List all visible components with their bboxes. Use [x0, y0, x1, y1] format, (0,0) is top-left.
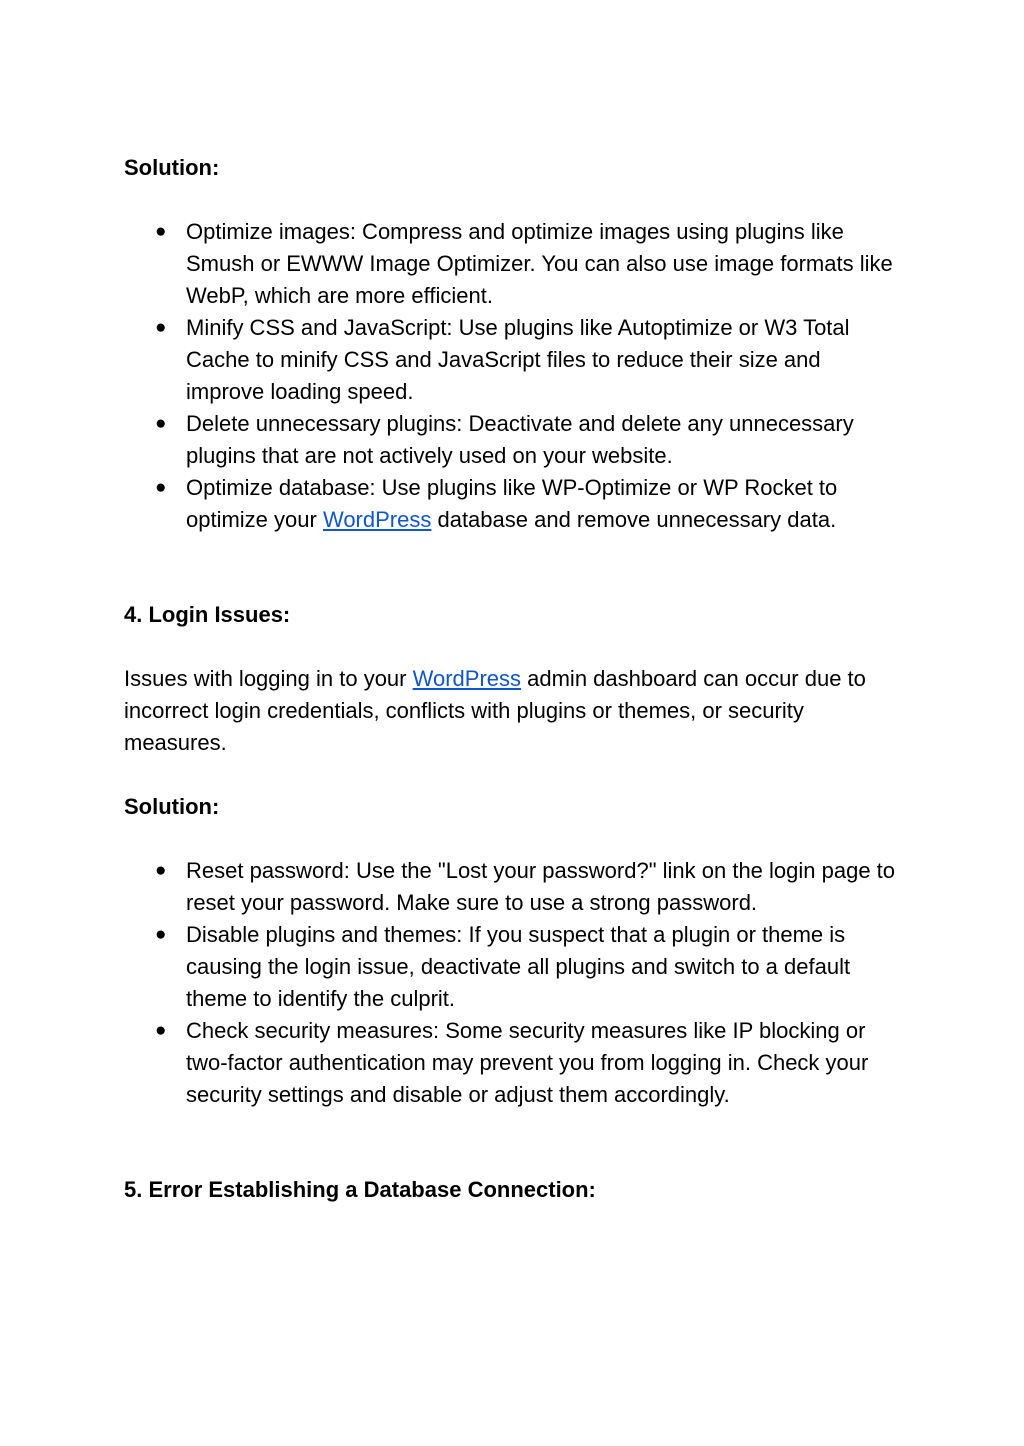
- bullet-icon: ●: [155, 924, 167, 945]
- list-item-text: Reset password: Use the "Lost your password?" link on the login page to reset your password. Make sure to use a strong password.: [186, 858, 896, 915]
- spacer: [124, 536, 904, 599]
- bullet-icon: ●: [155, 317, 167, 338]
- spacer: [124, 631, 904, 663]
- list-item: [124, 408, 904, 472]
- section-heading-login-issues: 4. Login Issues:: [124, 602, 291, 627]
- list-item-text: Delete unnecessary plugins: Deactivate and delete any unnecessary plugins that are not actively used on your website.: [186, 411, 854, 468]
- solution-heading: Solution:: [124, 794, 220, 819]
- list-item: [124, 216, 904, 312]
- spacer: [124, 1111, 904, 1174]
- solution-list-performance: [124, 216, 904, 536]
- list-item-text: Check security measures: Some security measures like IP blocking or two-factor authentication may prevent you from logging in. Check your security settings and disable or adjust them accordingly.: [186, 1018, 869, 1107]
- list-item: [124, 472, 904, 536]
- bullet-icon: ●: [155, 477, 167, 498]
- bullet-icon: ●: [155, 221, 167, 242]
- intro-text-after: admin dashboard can occur due to incorrect login credentials, conflicts with plugins or themes, or security measures.: [124, 666, 866, 755]
- solution-heading: Solution:: [124, 155, 220, 180]
- spacer: [124, 184, 904, 216]
- wordpress-link[interactable]: WordPress: [322, 507, 432, 532]
- spacer: [124, 823, 904, 855]
- wordpress-link[interactable]: WordPress: [412, 666, 522, 691]
- spacer: [124, 759, 904, 791]
- section-heading-database-connection: 5. Error Establishing a Database Connection:: [124, 1177, 596, 1202]
- solution-list-login: [124, 855, 904, 1111]
- list-item: [124, 919, 904, 1015]
- bullet-icon: ●: [155, 1020, 167, 1041]
- list-item-text-after: database and remove unnecessary data.: [431, 507, 837, 532]
- login-issues-intro: [124, 663, 904, 759]
- bullet-icon: ●: [155, 413, 167, 434]
- bullet-icon: ●: [155, 860, 167, 881]
- list-item: [124, 855, 904, 919]
- list-item: [124, 1015, 904, 1111]
- document-page: [124, 152, 904, 1206]
- list-item: [124, 312, 904, 408]
- list-item-text: Minify CSS and JavaScript: Use plugins like Autoptimize or W3 Total Cache to minify CSS and JavaScript files to reduce their size and improve loading speed.: [186, 315, 850, 404]
- list-item-text-before: Optimize database: Use plugins like WP-Optimize or WP Rocket to optimize your: [186, 475, 838, 532]
- list-item-text: Optimize images: Compress and optimize images using plugins like Smush or EWWW Image Optimizer. You can also use image formats like WebP, which are more efficient.: [186, 219, 893, 308]
- intro-text-before: Issues with logging in to your: [124, 666, 413, 691]
- list-item-text: Disable plugins and themes: If you suspect that a plugin or theme is causing the login issue, deactivate all plugins and switch to a default theme to identify the culprit.: [186, 922, 851, 1011]
